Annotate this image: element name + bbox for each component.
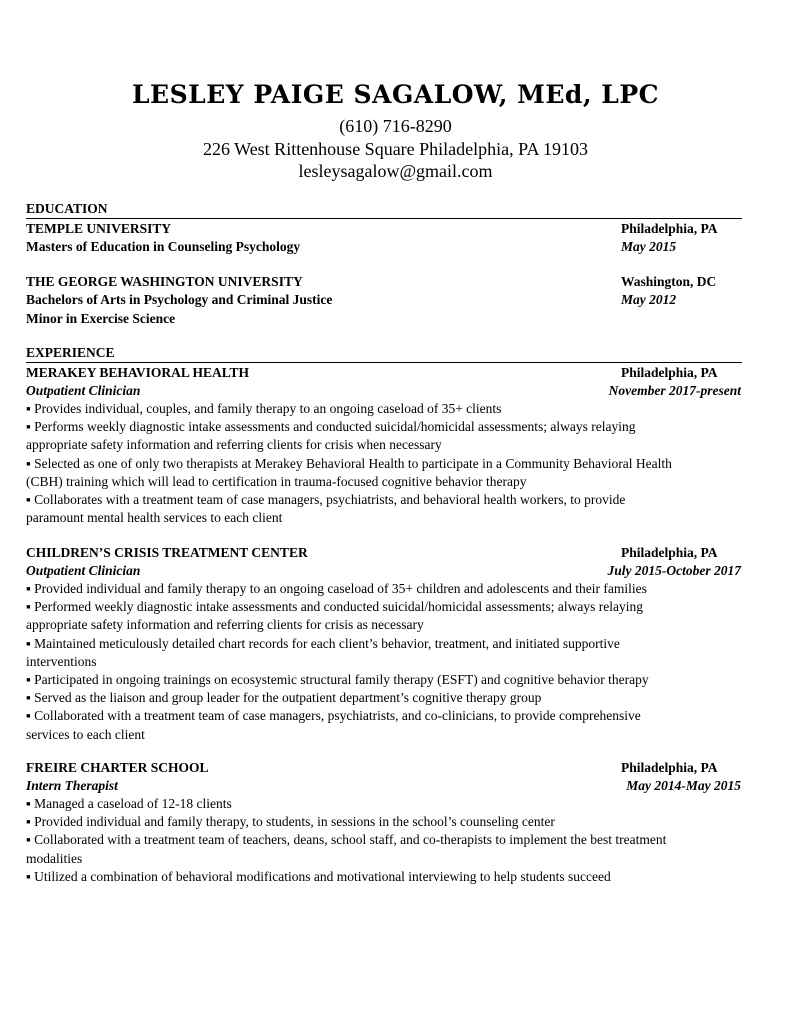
job-description-line: ▪ Maintained meticulously detailed chart records for each client’s behavior, treatment, and initiated supportive [26, 635, 620, 651]
job-description-line: ▪ Provided individual and family therapy, to students, in sessions in the school’s counseling center [26, 814, 555, 830]
resume-name: LESLEY PAIGE SAGALOW, MEd, LPC [131, 80, 660, 109]
education-heading: EDUCATION [26, 201, 108, 216]
employer-name: FREIRE CHARTER SCHOOL [26, 760, 209, 775]
education-divider [26, 218, 742, 219]
job-title: Outpatient Clinician [26, 383, 141, 398]
school-location: Washington, DC [621, 274, 717, 289]
minor: Minor in Exercise Science [26, 311, 176, 326]
school-name: TEMPLE UNIVERSITY [26, 221, 172, 236]
address: 226 West Rittenhouse Square Philadelphia, PA 19103 [202, 139, 589, 159]
job-description-line: ▪ Participated in ongoing trainings on ecosystemic structural family therapy (ESFT) and cognitive behavior therapy [26, 672, 649, 687]
job-description-line: ▪ Collaborated with a treatment team of teachers, deans, school staff, and co-therapists to implement the best treatment [26, 832, 667, 848]
job-dates: November 2017-present [608, 383, 741, 398]
degree: Bachelors of Arts in Psychology and Criminal Justice [26, 292, 333, 307]
job-dates: July 2015-October 2017 [607, 563, 741, 578]
employer-location: Philadelphia, PA [621, 760, 718, 775]
job-description-line: ▪ Performs weekly diagnostic intake assessments and conducted suicidal/homicidal assessments; always relaying [26, 419, 636, 435]
graduation-date: May 2012 [621, 292, 677, 307]
job-description-line: interventions [26, 653, 97, 669]
job-description-line: ▪ Collaborates with a treatment team of case managers, psychiatrists, and behavioral health workers, to provide [26, 492, 626, 507]
job-description-line: ▪ Managed a caseload of 12-18 clients [26, 796, 232, 811]
employer-location: Philadelphia, PA [621, 365, 718, 380]
job-description-line: ▪ Provided individual and family therapy to an ongoing caseload of 35+ children and adolescents and their families [26, 581, 647, 596]
job-description-line: (CBH) training which will lead to certification in trauma-focused cognitive behavior therapy [26, 473, 527, 489]
school-name: THE GEORGE WASHINGTON UNIVERSITY [26, 274, 303, 289]
job-description-line: ▪ Provides individual, couples, and family therapy to an ongoing caseload of 35+ clients [26, 401, 502, 416]
job-dates: May 2014-May 2015 [626, 778, 741, 793]
job-description-line: ▪ Performed weekly diagnostic intake assessments and conducted suicidal/homicidal assessments; always relaying [26, 599, 644, 615]
phone-number: (610) 716-8290 [339, 116, 452, 136]
job-description-line: ▪ Selected as one of only two therapists at Merakey Behavioral Health to participate in a Community Behavioral Health [26, 455, 672, 471]
experience-heading: EXPERIENCE [26, 345, 115, 360]
job-description-line: ▪ Served as the liaison and group leader for the outpatient department’s cognitive therapy group [26, 690, 542, 706]
job-description-line: ▪ Utilized a combination of behavioral modifications and motivational interviewing to help students succeed [26, 868, 611, 884]
email-address: lesleysagalow@gmail.com [298, 161, 493, 181]
employer-name: CHILDREN’S CRISIS TREATMENT CENTER [26, 545, 308, 560]
job-description-line: ▪ Collaborated with a treatment team of case managers, psychiatrists, and co-clinicians, to provide comprehensive [26, 708, 641, 724]
job-description-line: appropriate safety information and referring clients for crisis when necessary [26, 437, 442, 453]
job-description-line: appropriate safety information and referring clients for crisis as necessary [26, 617, 424, 633]
degree: Masters of Education in Counseling Psychology [26, 239, 301, 254]
job-title: Intern Therapist [26, 778, 118, 793]
job-description-line: services to each client [26, 726, 145, 742]
graduation-date: May 2015 [621, 239, 677, 254]
employer-location: Philadelphia, PA [621, 545, 718, 560]
school-location: Philadelphia, PA [621, 221, 718, 236]
employer-name: MERAKEY BEHAVIORAL HEALTH [26, 365, 250, 380]
experience-divider [26, 362, 742, 363]
job-title: Outpatient Clinician [26, 563, 141, 578]
job-description-line: modalities [26, 850, 83, 866]
job-description-line: paramount mental health services to each client [26, 510, 283, 526]
